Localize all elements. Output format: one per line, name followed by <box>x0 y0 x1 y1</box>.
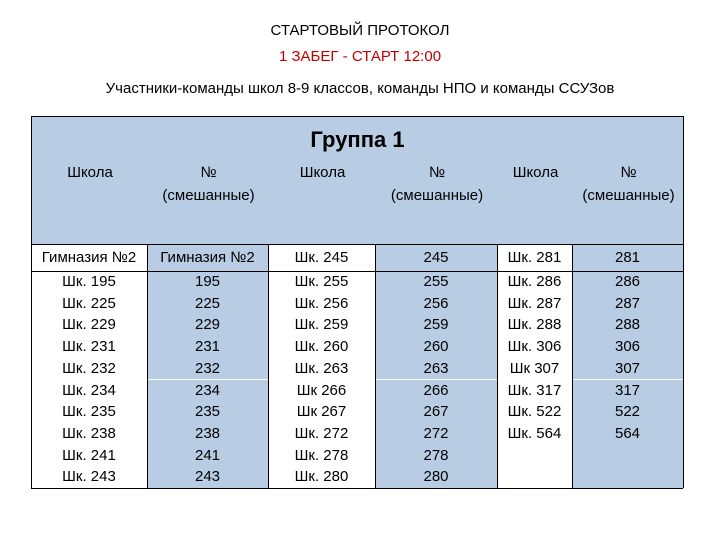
participants-line: Участники-команды школ 8-9 классов, команды НПО и команды ССУЗов <box>105 80 615 97</box>
table-row-school-cell: Шк. 232 <box>31 358 147 380</box>
table-row-number-cell: 564 <box>572 423 683 445</box>
first-row-school-cell: Гимназия №2 <box>31 244 147 271</box>
table-row-school-cell: Шк 307 <box>497 358 572 380</box>
column-header-school-1 <box>32 161 148 184</box>
table-row-number-cell: 235 <box>147 401 268 423</box>
table-row-school-cell: Шк. 229 <box>31 314 147 336</box>
grid-line-vertical <box>147 244 148 488</box>
table-row-school-cell: Шк. 243 <box>31 466 147 488</box>
table-row-number-cell: 278 <box>375 445 497 467</box>
table-row-number-cell: 522 <box>572 401 683 423</box>
column-header-line2: (смешанные) <box>582 187 675 204</box>
column-header-number-2 <box>376 161 498 207</box>
table-row-number-cell <box>572 466 683 488</box>
table-row-school-cell: Шк. 287 <box>497 293 572 315</box>
grid-line-vertical <box>497 244 498 488</box>
first-row-number-cell: 245 <box>375 244 497 271</box>
protocol-title: СТАРТОВЫЙ ПРОТОКОЛ <box>270 22 450 39</box>
table-row-school-cell <box>497 466 572 488</box>
table-row-school-cell: Шк. 231 <box>31 336 147 358</box>
table-row-school-cell: Шк. 306 <box>497 336 572 358</box>
table-row-number-cell: 255 <box>375 271 497 293</box>
grid-line-horizontal <box>31 271 683 272</box>
column-header-school-2 <box>269 161 376 184</box>
table-row-number-cell: 317 <box>572 380 683 402</box>
grid-line-vertical <box>683 116 684 488</box>
table-row-school-cell: Шк. 238 <box>31 423 147 445</box>
column-header-school-3 <box>498 161 573 184</box>
column-header-line2: (смешанные) <box>390 187 484 204</box>
table-row-school-cell: Шк. 260 <box>268 336 375 358</box>
grid-line-horizontal <box>31 244 683 245</box>
table-row-number-cell: 232 <box>147 358 268 380</box>
table-row-school-cell: Шк. 225 <box>31 293 147 315</box>
table-row-school-cell: Шк. 241 <box>31 445 147 467</box>
table-row-number-cell: 243 <box>147 466 268 488</box>
column-header-line1: № <box>428 164 446 181</box>
grid-line-vertical <box>375 244 376 488</box>
table-row-number-cell: 306 <box>572 336 683 358</box>
table-row-school-cell: Шк. 256 <box>268 293 375 315</box>
table-row-school-cell: Шк. 234 <box>31 380 147 402</box>
column-header-line1: Школа <box>512 164 559 181</box>
first-row-number-cell: 281 <box>572 244 683 271</box>
table-row-school-cell: Шк. 235 <box>31 401 147 423</box>
table-row-number-cell: 307 <box>572 358 683 380</box>
table-row-school-cell: Шк. 286 <box>497 271 572 293</box>
table-row-number-cell: 266 <box>375 380 497 402</box>
table-row-school-cell <box>497 445 572 467</box>
table-row-number-cell: 259 <box>375 314 497 336</box>
table-row-school-cell: Шк. 272 <box>268 423 375 445</box>
table-row-number-cell: 263 <box>375 358 497 380</box>
table-row-school-cell: Шк. 564 <box>497 423 572 445</box>
table-row-number-cell: 241 <box>147 445 268 467</box>
table-row-school-cell: Шк. 288 <box>497 314 572 336</box>
column-header-line1: № <box>200 164 217 181</box>
table-row-number-cell: 256 <box>375 293 497 315</box>
table-row-number-cell: 272 <box>375 423 497 445</box>
table-row-school-cell: Шк. 317 <box>497 380 572 402</box>
table-row-number-cell: 238 <box>147 423 268 445</box>
table-row-school-cell: Шк. 278 <box>268 445 375 467</box>
start-list-table <box>31 116 684 488</box>
grid-line-vertical <box>31 116 32 488</box>
column-header-line1: № <box>620 164 637 181</box>
group-title: Группа 1 <box>310 127 405 152</box>
table-row-number-cell: 287 <box>572 293 683 315</box>
table-row-number-cell: 286 <box>572 271 683 293</box>
table-row-number-cell: 231 <box>147 336 268 358</box>
table-row-number-cell: 234 <box>147 380 268 402</box>
first-row-school-cell: Шк. 245 <box>268 244 375 271</box>
first-row-school-cell: Шк. 281 <box>497 244 572 271</box>
column-header-line1: Школа <box>299 164 346 181</box>
first-row-number-cell: Гимназия №2 <box>147 244 268 271</box>
table-row-school-cell: Шк 267 <box>268 401 375 423</box>
table-row-school-cell: Шк. 280 <box>268 466 375 488</box>
table-row-school-cell: Шк. 259 <box>268 314 375 336</box>
table-row-number-cell: 267 <box>375 401 497 423</box>
table-row-school-cell: Шк. 522 <box>497 401 572 423</box>
grid-line-horizontal <box>31 488 683 489</box>
table-row-school-cell: Шк. 255 <box>268 271 375 293</box>
table-row-number-cell <box>572 445 683 467</box>
grid-line-vertical <box>268 244 269 488</box>
column-header-number-1 <box>148 161 269 207</box>
column-header-line2: (смешанные) <box>162 187 255 204</box>
table-row-number-cell: 229 <box>147 314 268 336</box>
table-header <box>31 116 684 245</box>
table-row-number-cell: 260 <box>375 336 497 358</box>
table-row-school-cell: Шк. 263 <box>268 358 375 380</box>
table-row-number-cell: 225 <box>147 293 268 315</box>
table-row-school-cell: Шк. 195 <box>31 271 147 293</box>
race-start-line: 1 ЗАБЕГ - СТАРТ 12:00 <box>278 48 442 65</box>
table-row-number-cell: 195 <box>147 271 268 293</box>
grid-line-vertical <box>572 244 573 488</box>
table-row-school-cell: Шк 266 <box>268 380 375 402</box>
table-row-number-cell: 288 <box>572 314 683 336</box>
table-row-number-cell: 280 <box>375 466 497 488</box>
column-header-number-3 <box>573 161 684 207</box>
column-header-line1: Школа <box>67 164 113 181</box>
